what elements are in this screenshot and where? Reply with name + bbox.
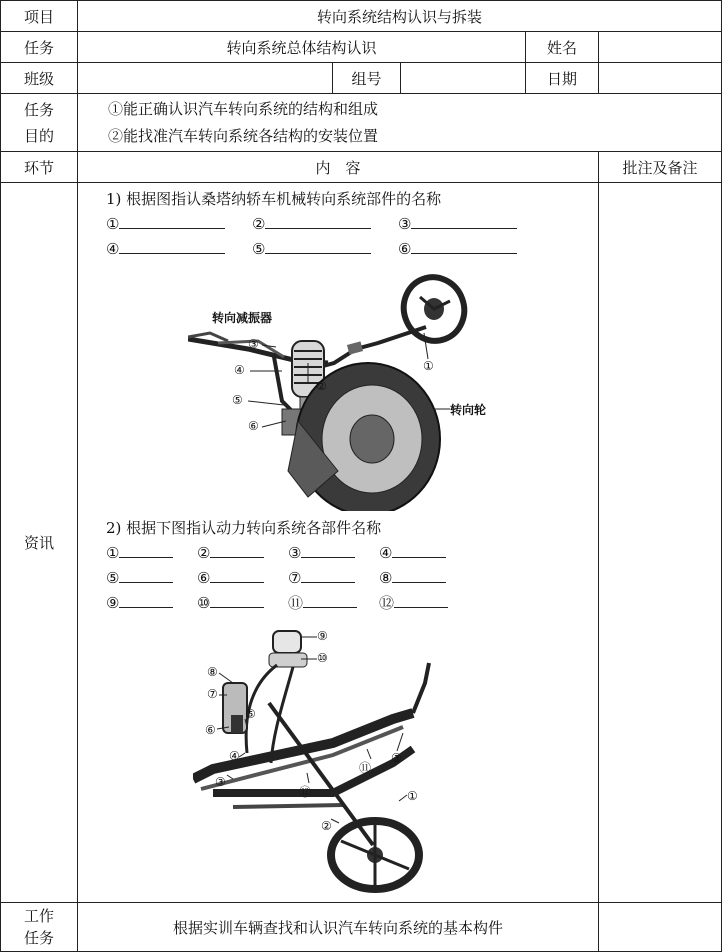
- q1-mark: ①: [106, 215, 120, 233]
- fig1-callout: ②: [316, 379, 327, 393]
- power-steering-figure: [193, 623, 453, 898]
- fig2-callout: ⑦: [207, 687, 218, 701]
- q2-answer-blank[interactable]: [210, 566, 264, 583]
- q2-title: 2) 根据下图指认动力转向系统各部件名称: [106, 519, 382, 537]
- purpose-label: [1, 94, 78, 152]
- group-label: 组号: [333, 63, 401, 94]
- info-notes-cell[interactable]: [599, 183, 722, 903]
- q2-mark: ②: [197, 544, 211, 562]
- q1-answer-blank[interactable]: [119, 212, 225, 229]
- q1-answer-blank[interactable]: [265, 212, 371, 229]
- work-label-line2: 任务: [23, 929, 54, 947]
- q2-mark: ⑪: [288, 594, 304, 612]
- q1-answer-blank[interactable]: [411, 212, 517, 229]
- q1-answer-row: [106, 212, 517, 237]
- section-header: 环节: [1, 152, 78, 183]
- fig2-callout: ③: [391, 751, 402, 765]
- fig1-callout: ③: [248, 337, 259, 351]
- q1-answer-blank[interactable]: [265, 237, 371, 254]
- project-label: 项目: [1, 1, 78, 32]
- q2-answer-blank[interactable]: [301, 566, 355, 583]
- project-value: 转向系统结构认识与拆装: [78, 1, 722, 32]
- purpose-item: ①能正确认识汽车转向系统的结构和组成: [108, 99, 379, 118]
- q2-mark: ⑤: [106, 569, 120, 587]
- content-header: 内 容: [78, 152, 599, 183]
- q2-answer-blank[interactable]: [119, 541, 173, 558]
- name-field[interactable]: [599, 32, 722, 63]
- q1-mark: ⑥: [398, 240, 412, 258]
- class-label: 班级: [1, 63, 78, 94]
- info-content: [78, 183, 599, 903]
- work-label-line1: 工作: [23, 907, 54, 925]
- q1-mark: ③: [398, 215, 412, 233]
- mechanical-steering-diagram: [188, 271, 488, 511]
- q2-mark: ③: [288, 544, 302, 562]
- purpose-item: ②能找准汽车转向系统各结构的安装位置: [108, 126, 379, 145]
- damper-label: 转向减振器: [212, 311, 273, 325]
- q1-answer-blank[interactable]: [411, 237, 517, 254]
- notes-header: 批注及备注: [599, 152, 722, 183]
- fig2-callout: ③: [215, 775, 226, 789]
- q1-mark: ⑤: [252, 240, 266, 258]
- q2-answer-blank[interactable]: [303, 591, 357, 608]
- wheel-label: 转向轮: [450, 403, 487, 417]
- purpose-label-line2: 目的: [23, 126, 54, 145]
- fig2-callout: ②: [321, 819, 332, 833]
- q2-mark: ⑫: [379, 594, 395, 612]
- q1-mark: ④: [106, 240, 120, 258]
- q2-mark: ④: [379, 544, 393, 562]
- work-task-text: 根据实训车辆查找和认识汽车转向系统的基本构件: [78, 903, 599, 952]
- fig2-callout: ⑫: [299, 785, 312, 799]
- q2-answer-blank[interactable]: [394, 591, 448, 608]
- fig2-callout: ⑤: [245, 707, 256, 721]
- name-label: 姓名: [526, 32, 599, 63]
- q2-answer-blank[interactable]: [301, 541, 355, 558]
- fig2-callout: ④: [229, 749, 240, 763]
- q2-mark: ⑨: [106, 594, 120, 612]
- q2-answer-blank[interactable]: [119, 591, 173, 608]
- work-label: [1, 903, 78, 952]
- fig2-callout: ⑪: [359, 761, 372, 775]
- date-field[interactable]: [599, 63, 722, 94]
- fig2-callout: ⑧: [207, 665, 218, 679]
- q1-title: 1) 根据图指认桑塔纳轿车机械转向系统部件的名称: [106, 190, 442, 208]
- purpose-label-line1: 任务: [23, 100, 54, 119]
- date-label: 日期: [526, 63, 599, 94]
- q2-mark: ①: [106, 544, 120, 562]
- q2-mark: ⑥: [197, 569, 211, 587]
- mechanical-steering-figure: [188, 271, 488, 511]
- fig2-callout: ⑩: [317, 651, 328, 665]
- q2-mark: ⑧: [379, 569, 393, 587]
- task-label: 任务: [1, 32, 78, 63]
- q2-answer-row: [106, 591, 448, 616]
- q2-mark: ⑩: [197, 594, 211, 612]
- purpose-content: [78, 94, 722, 152]
- q2-answer-row: [106, 566, 448, 591]
- q1-answer-blank[interactable]: [119, 237, 225, 254]
- fig1-callout: ⑥: [248, 419, 259, 433]
- class-field[interactable]: [78, 63, 333, 94]
- fig2-callout: ⑨: [317, 629, 328, 643]
- q2-answer-blank[interactable]: [210, 591, 264, 608]
- fig2-callout: ⑥: [205, 723, 216, 737]
- fig1-callout: ④: [234, 363, 245, 377]
- q2-answer-blank[interactable]: [392, 566, 446, 583]
- info-label: 资讯: [1, 183, 78, 903]
- q2-answer-blank[interactable]: [119, 566, 173, 583]
- fig1-callout: ⑤: [232, 393, 243, 407]
- q2-mark: ⑦: [288, 569, 302, 587]
- task-value: 转向系统总体结构认识: [78, 32, 526, 63]
- q2-answer-blank[interactable]: [210, 541, 264, 558]
- q2-answer-blank[interactable]: [392, 541, 446, 558]
- fig2-callout: ①: [407, 789, 418, 803]
- q1-answer-row: [106, 237, 517, 262]
- q1-mark: ②: [252, 215, 266, 233]
- q2-answer-row: [106, 541, 448, 566]
- group-field[interactable]: [401, 63, 526, 94]
- fig1-callout: ①: [423, 359, 434, 373]
- work-notes-cell[interactable]: [599, 903, 722, 952]
